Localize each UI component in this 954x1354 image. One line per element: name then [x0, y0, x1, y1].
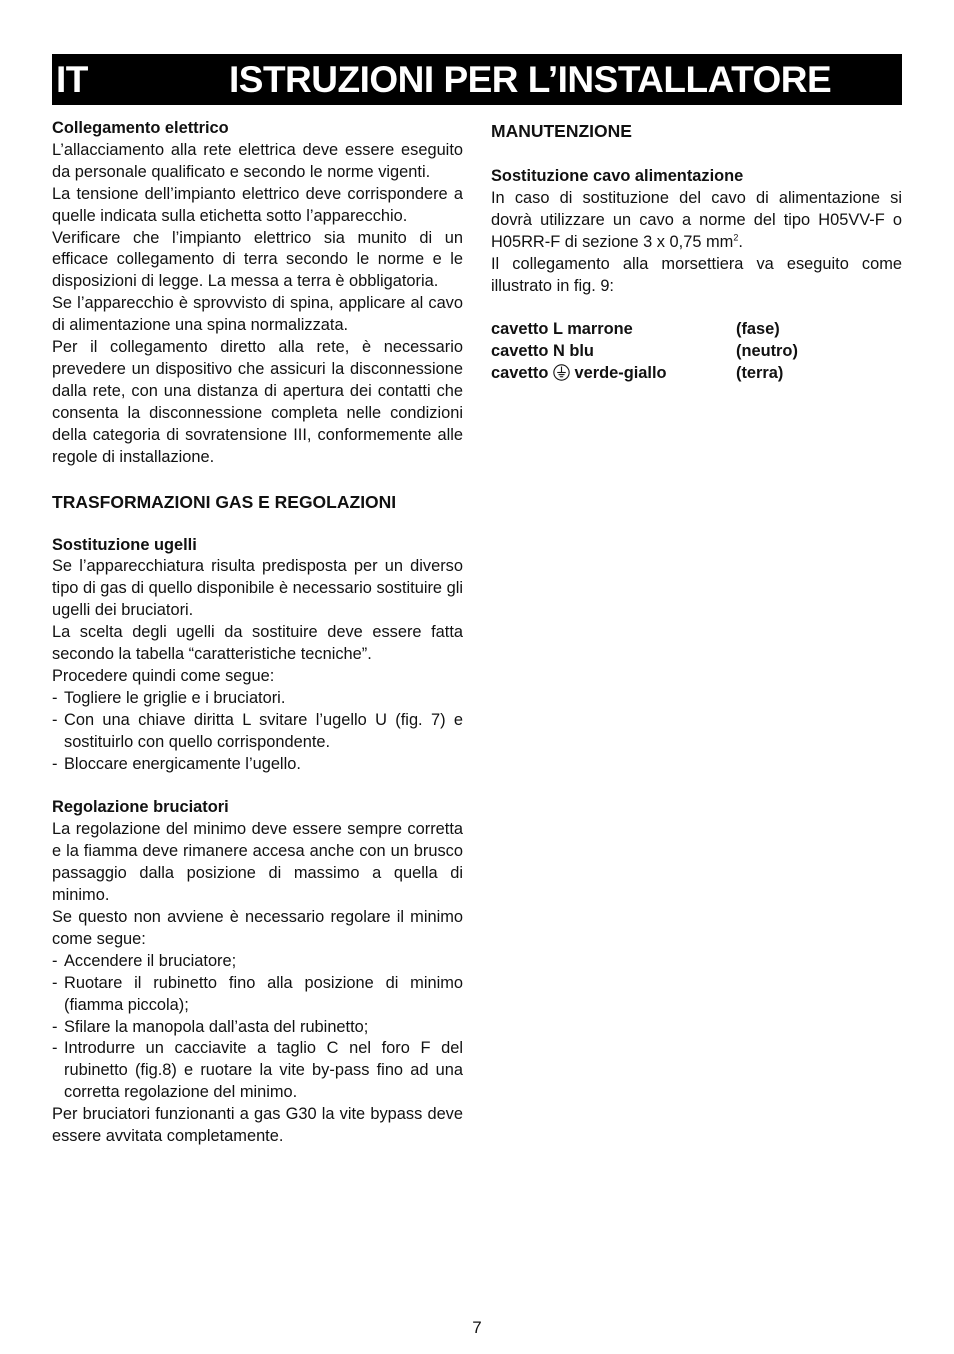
- paragraph: Verificare che l’impianto elettrico sia munito di un efficace collegamento di terra secondo le norme e le disposizioni di legge. La messa a terra è obbligatoria.: [52, 228, 463, 291]
- cable-role: (terra): [736, 364, 784, 383]
- ugelli-steps-list: [52, 688, 463, 776]
- heading-regolazione-bruciatori: Regolazione bruciatori: [52, 798, 229, 817]
- right-column: [491, 118, 902, 385]
- paragraph: La scelta degli ugelli da sostituire deve essere fatta secondo la tabella “caratteristiche tecniche”.: [52, 623, 463, 664]
- paragraph: Se questo non avviene è necessario regolare il minimo come segue:: [52, 908, 463, 948]
- heading-collegamento-elettrico: Collegamento elettrico: [52, 119, 229, 137]
- cable-row: [491, 363, 902, 385]
- section-header: [52, 54, 902, 105]
- paragraph: Per bruciatori funzionanti a gas G30 la vite bypass deve essere avvitata completamente.: [52, 1105, 463, 1146]
- regolazione-steps-list: [52, 951, 463, 1104]
- heading-manutenzione: MANUTENZIONE: [491, 121, 632, 141]
- cable-row: [491, 319, 902, 341]
- cable-name: cavetto N blu: [491, 342, 594, 361]
- cable-name: cavetto verde-giallo: [491, 364, 667, 383]
- list-item: - Bloccare energicamente l’ugello.: [52, 754, 301, 773]
- heading-sostituzione-cavo: Sostituzione cavo alimentazione: [491, 167, 744, 185]
- language-code: IT: [56, 59, 88, 100]
- page-title: ISTRUZIONI PER L’INSTALLATORE: [229, 59, 832, 100]
- cable-row: [491, 341, 902, 363]
- paragraph: L’allacciamento alla rete elettrica deve essere eseguito da personale qualificato e secondo le norme vigenti.: [52, 140, 463, 181]
- cable-role: (fase): [736, 320, 780, 339]
- earth-ground-icon: [553, 364, 570, 381]
- paragraph: La regolazione del minimo deve essere sempre corretta e la fiamma deve rimanere accesa anche con un brusco passaggio dalla posizione di massimo a quella di minimo.: [52, 820, 463, 905]
- list-item: - Introdurre un cacciavite a taglio C nel foro F del rubinetto (fig.8) e ruotare la vite by-pass fino ad una corretta regolazione del minimo.: [52, 1039, 463, 1102]
- heading-trasformazioni-gas: TRASFORMAZIONI GAS E REGOLAZIONI: [52, 491, 397, 512]
- list-item: - Con una chiave diritta L svitare l’ugello U (fig. 7) e sostituirlo con quello corrispondente.: [52, 710, 463, 751]
- paragraph: Per il collegamento diretto alla rete, è necessario prevedere un dispositivo che assicuri la disconnessione dalla rete, con una distanza di apertura dei contatti che consenta la disconnessione completa nelle condizioni della categoria di sovratensione III, conformemente alle regole di installazione.: [52, 338, 463, 466]
- paragraph: Se l’apparecchiatura risulta predisposta per un diverso tipo di gas di quello disponibile è necessario sostituire gli ugelli dei bruciatori.: [52, 557, 463, 620]
- page-number: 7: [472, 1318, 482, 1337]
- list-item: - Accendere il bruciatore;: [52, 951, 237, 970]
- paragraph: Procedere quindi come segue:: [52, 666, 275, 685]
- cable-name: cavetto L marrone: [491, 320, 633, 339]
- cable-role: (neutro): [736, 342, 798, 361]
- paragraph: La tensione dell’impianto elettrico deve corrispondere a quelle indicata sulla etichetta sotto l’apparecchio.: [52, 184, 463, 225]
- list-item: - Ruotare il rubinetto fino alla posizione di minimo (fiamma piccola);: [52, 973, 463, 1014]
- list-item: - Sfilare la manopola dall’asta del rubinetto;: [52, 1017, 369, 1036]
- paragraph: Se l’apparecchio è sprovvisto di spina, applicare al cavo di alimentazione una spina normalizzata.: [52, 294, 463, 335]
- cable-connections: [491, 319, 902, 385]
- paragraph: Il collegamento alla morsettiera va eseguito come illustrato in fig. 9:: [491, 254, 902, 295]
- heading-sostituzione-ugelli: Sostituzione ugelli: [52, 535, 197, 554]
- left-column: [52, 118, 463, 1148]
- list-item: - Togliere le griglie e i bruciatori.: [52, 688, 286, 707]
- paragraph: In caso di sostituzione del cavo di alimentazione si dovrà utilizzare un cavo a norme del tipo H05VV-F o H05RR-F di sezione 3 x 0,75 $mm^2$.: [491, 188, 902, 251]
